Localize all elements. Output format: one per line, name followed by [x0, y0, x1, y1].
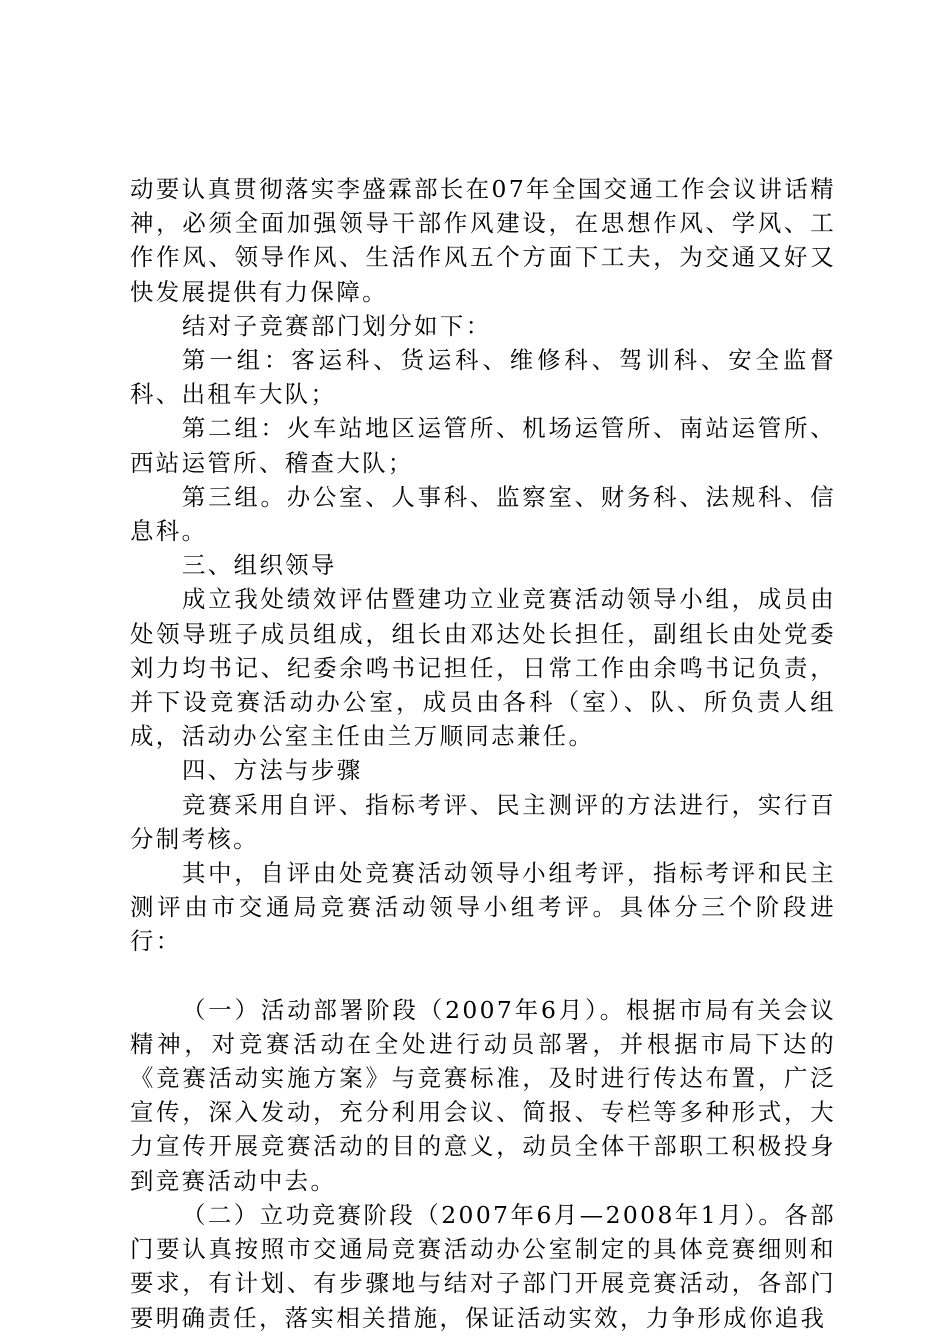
paragraph-group-two: 第二组：火车站地区运管所、机场运管所、南站运管所、西站运管所、稽查大队； — [130, 414, 836, 477]
paragraph-evaluation-stages: 其中，自评由处竞赛活动领导小组考评，指标考评和民主测评由市交通局竞赛活动领导小组考评。具体分三个阶段进行： — [130, 859, 836, 956]
paragraph-stage-two: （二）立功竞赛阶段（2007年6月—2008年1月）。各部门要认真按照市交通局竞赛活动办公室制定的具体竞赛细则和要求，有计划、有步骤地与结对子部门开展竞赛活动，各部门要明确责任，落实相关措施，保证活动实效，力争形成你追我 — [130, 1200, 836, 1332]
paragraph-group-three: 第三组。办公室、人事科、监察室、财务科、法规科、信息科。 — [130, 482, 836, 546]
paragraph-group-one: 第一组：客运科、货运科、维修科、驾训科、安全监督科、出租车大队； — [130, 346, 836, 409]
paragraph-leadership-group: 成立我处绩效评估暨建功立业竞赛活动领导小组，成员由处领导班子成员组成，组长由邓达处长担任，副组长由处党委刘力均书记、纪委余鸣书记担任，日常工作由余鸣书记负责，并下设竞赛活动办公室，成员由各科（室）、队、所负责人组成，活动办公室主任由兰万顺同志兼任。 — [130, 585, 836, 751]
section-heading-methods: 四、方法与步骤 — [182, 756, 363, 785]
paragraph-evaluation-methods: 竞赛采用自评、指标考评、民主测评的方法进行，实行百分制考核。 — [130, 790, 836, 853]
section-heading-organization: 三、组织领导 — [182, 551, 337, 580]
document-page — [130, 172, 836, 1335]
paragraph-stage-one: （一）活动部署阶段（2007年6月）。根据市局有关会议精神，对竞赛活动在全处进行动员部署，并根据市局下达的《竞赛活动实施方案》与竞赛标准，及时进行传达布置，广泛宣传，深入发动，充分利用会议、简报、专栏等多种形式，大力宣传开展竞赛活动的目的意义，动员全体干部职工积极投身到竞赛活动中去。 — [130, 995, 836, 1195]
paragraph-intro: 动要认真贯彻落实李盛霖部长在07年全国交通工作会议讲话精神，必须全面加强领导干部作风建设，在思想作风、学风、工作作风、领导作风、生活作风五个方面下工夫，为交通又好又快发展提供有力保障。 — [130, 175, 836, 306]
paragraph-pairing-heading: 结对子竞赛部门划分如下： — [182, 311, 492, 340]
